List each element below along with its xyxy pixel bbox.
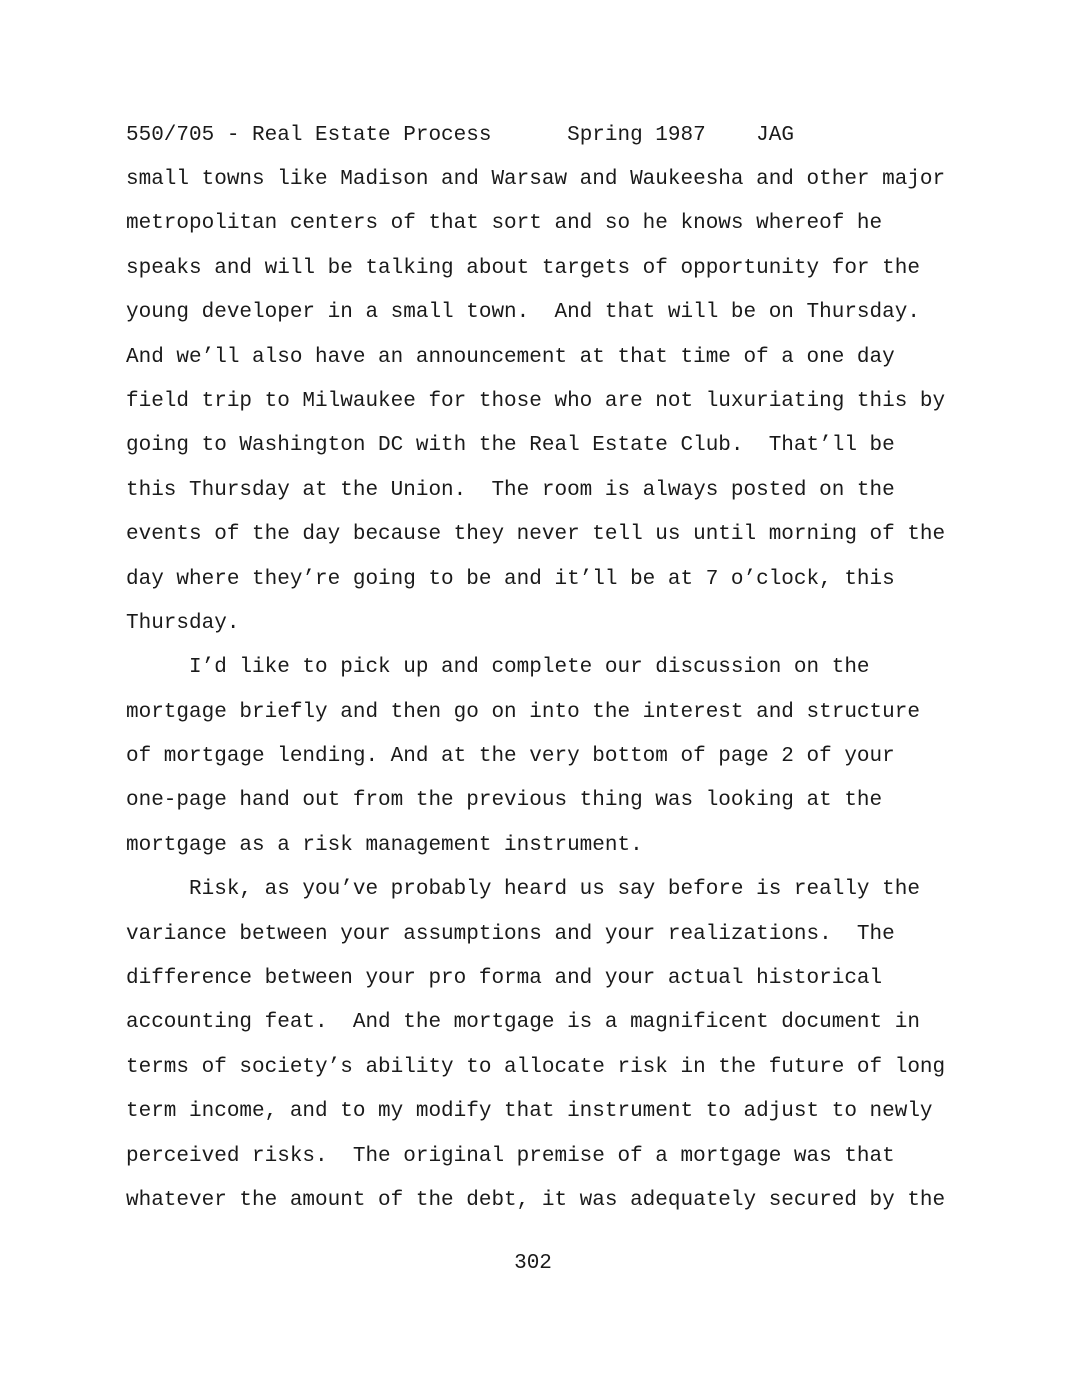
header-course: 550/705 - Real Estate Process [126,124,492,147]
text-line: metropolitan centers of that sort and so he knows whereof he [126,212,883,236]
transcript-body [126,166,946,1231]
page-number: 302 [514,1252,552,1275]
text-line: mortgage as a risk management instrument. [126,833,643,857]
text-line: small towns like Madison and Warsaw and Waukeesha and other major [126,168,946,191]
text-line: young developer in a small town. And that will be on Thursday. [126,301,920,325]
text-line: of mortgage lending. And at the very bottom of page 2 of your [126,745,895,769]
text-line: terms of society’s ability to allocate risk in the future of long [126,1055,946,1079]
text-line: accounting feat. And the mortgage is a magnificent document in [126,1011,920,1035]
text-line: day where they’re going to be and it’ll be at 7 o’clock, this [126,567,895,591]
text-line: events of the day because they never tell us until morning of the [126,523,946,547]
text-line: going to Washington DC with the Real Estate Club. That’ll be [126,434,895,458]
text-line: variance between your assumptions and your realizations. The [126,922,895,946]
text-line: term income, and to my modify that instrument to adjust to newly [126,1100,933,1124]
text-line: speaks and will be talking about targets of opportunity for the [126,256,920,280]
page-header [126,122,794,150]
text-line: this Thursday at the Union. The room is always posted on the [126,478,895,502]
text-line: Risk, as you’ve probably heard us say before is really the [126,878,920,902]
header-initials: JAG [756,124,794,147]
text-line: Thursday. [126,611,240,635]
text-line: whatever the amount of the debt, it was adequately secured by the [126,1188,946,1212]
text-line: one-page hand out from the previous thing was looking at the [126,789,883,813]
text-line: field trip to Milwaukee for those who are not luxuriating this by [126,389,946,413]
header-term: Spring 1987 [567,124,706,147]
text-line: mortgage briefly and then go on into the interest and structure [126,700,920,724]
text-line: And we’ll also have an announcement at that time of a one day [126,345,895,369]
text-line: I’d like to pick up and complete our discussion on the [126,656,870,680]
text-line: perceived risks. The original premise of a mortgage was that [126,1144,895,1168]
text-line: difference between your pro forma and your actual historical [126,967,883,991]
